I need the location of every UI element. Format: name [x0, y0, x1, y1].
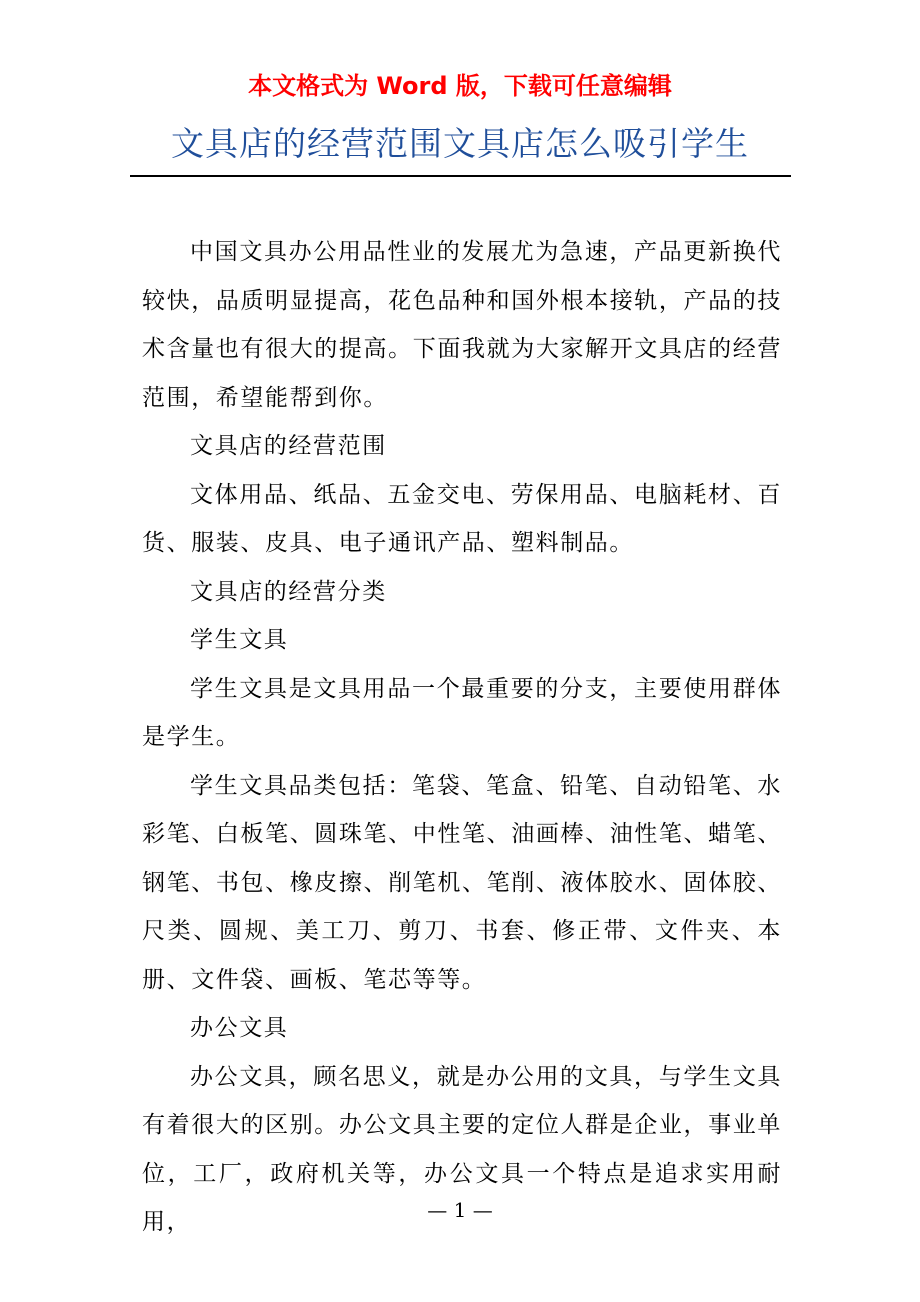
document-body: [142, 228, 782, 1247]
heading-office-stationery: 办公文具: [190, 1015, 289, 1041]
heading-student-stationery: 学生文具: [190, 627, 289, 653]
paragraph-student-stationery: 学生文具是文具用品一个最重要的分支，主要使用群体是学生。: [142, 675, 782, 750]
paragraph-business-scope: 文体用品、纸品、五金交电、劳保用品、电脑耗材、百货、服装、皮具、电子通讯产品、塑料制品。: [142, 481, 782, 556]
title-divider: [130, 175, 791, 177]
heading-business-categories: 文具店的经营分类: [190, 578, 387, 605]
paragraph-student-items: 学生文具品类包括：笔袋、笔盒、铅笔、自动铅笔、水彩笔、白板笔、圆珠笔、中性笔、油画棒、油性笔、蜡笔、钢笔、书包、橡皮擦、削笔机、笔削、液体胶水、固体胶、尺类、圆规、美工刀、剪刀、书套、修正带、文件夹、本册、文件袋、画板、笔芯等等。: [142, 772, 782, 993]
page-number: — 1 —: [427, 1198, 493, 1222]
paragraph-office-stationery: 办公文具，顾名思义，就是办公用的文具，与学生文具有着很大的区别。办公文具主要的定位人群是企业，事业单位，工厂，政府机关等，办公文具一个特点是追求实用耐用，: [142, 1063, 782, 1235]
heading-business-scope: 文具店的经营范围: [190, 433, 387, 459]
format-notice: 本文格式为 Word 版，下载可任意编辑: [248, 72, 672, 100]
document-title: 文具店的经营范围文具店怎么吸引学生: [171, 124, 749, 163]
paragraph-intro: 中国文具办公用品性业的发展尤为急速，产品更新换代较快，品质明显提高，花色品种和国外根本接轨，产品的技术含量也有很大的提高。下面我就为大家解开文具店的经营范围，希望能帮到你。: [142, 239, 782, 411]
